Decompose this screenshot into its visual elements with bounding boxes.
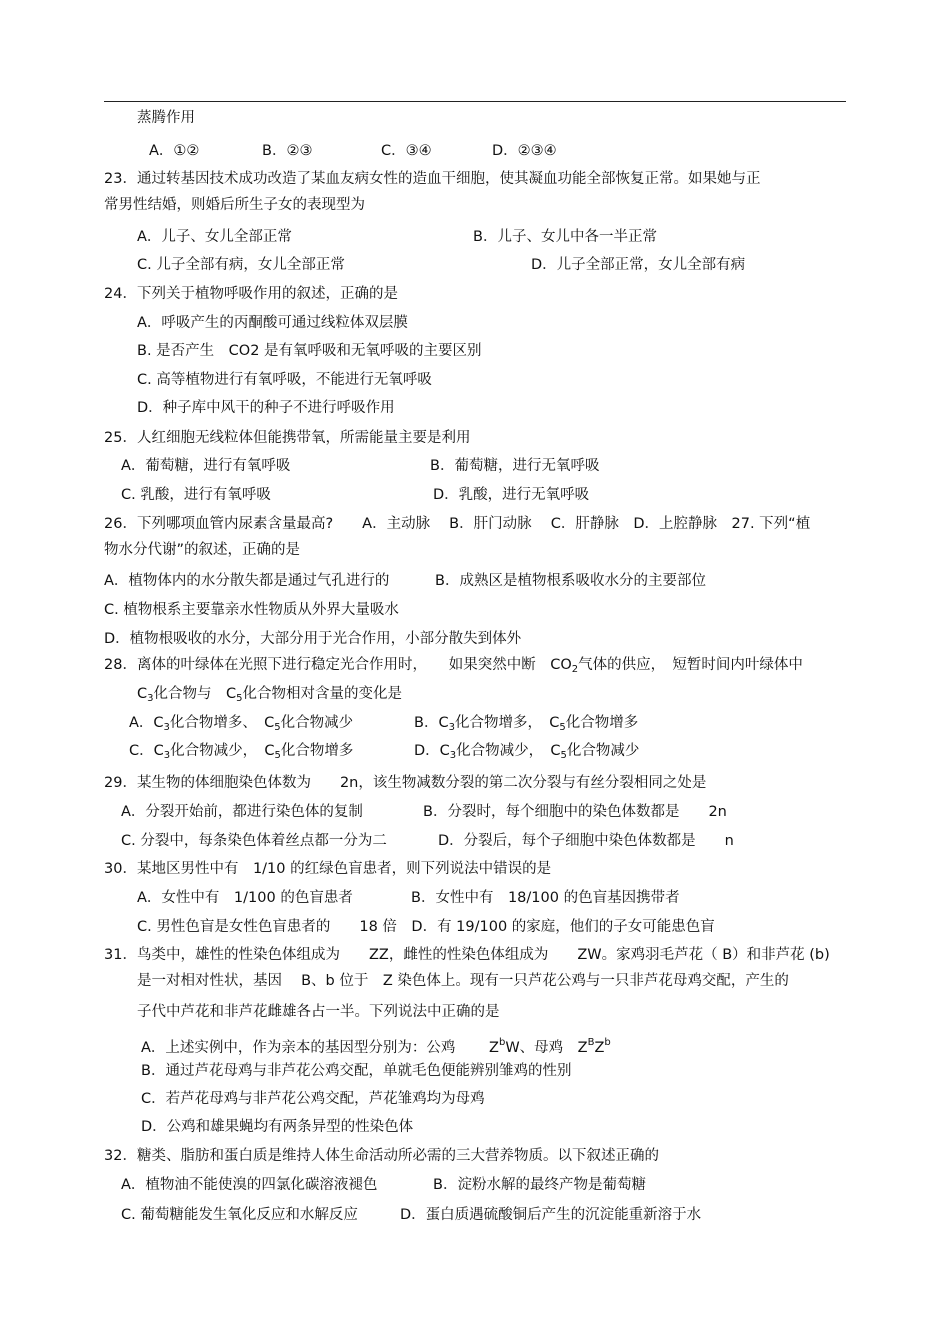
- subscript: 3: [163, 750, 171, 761]
- q28-option-b: [414, 714, 638, 737]
- q23-option-c: C. 儿子全部有病，女儿全部正常: [137, 257, 345, 273]
- q23-option-a: A．儿子、女儿全部正常: [137, 229, 292, 245]
- q28-stem: [104, 656, 803, 679]
- text: 化合物增多: [565, 715, 639, 731]
- q28-option-a: [129, 714, 353, 737]
- q24-option-a: A．呼吸产生的丙酮酸可通过线粒体双层膜: [137, 315, 408, 331]
- text: Z: [594, 1040, 605, 1056]
- subscript: 3: [449, 750, 457, 761]
- q30-option-b: B．女性中有 18/100 的色盲基因携带者: [411, 890, 680, 906]
- q29-option-b: B．分裂时，每个细胞中的染色体数都是 2n: [423, 804, 727, 820]
- text: C．C: [129, 743, 164, 759]
- q28-stem-cont: [137, 685, 402, 708]
- q28-stem-subscript: 2: [571, 664, 579, 675]
- q30-option-cd: C. 男性色盲是女性色盲患者的 18 倍 D．有 19/100 的家庭，他们的子女可能患色盲: [137, 919, 715, 935]
- subscript: 3: [448, 722, 455, 733]
- text: 化合物减少: [280, 715, 354, 731]
- q25-option-a: A．葡萄糖，进行有氧呼吸: [121, 458, 291, 474]
- header-rule: [104, 101, 846, 102]
- text: 化合物增多: [280, 743, 354, 759]
- subscript: 5: [560, 750, 567, 761]
- text: 化合物增多， C: [454, 715, 560, 731]
- q23-stem-cont: 常男性结婚，则婚后所生子女的表现型为: [104, 197, 365, 213]
- question-fragment: 蒸腾作用: [137, 110, 195, 126]
- q31-option-a: [141, 1034, 611, 1057]
- q31-stem: 31．鸟类中，雄性的性染色体组成为 ZZ，雌性的性染色体组成为 ZW。家鸡羽毛芦花（ B）和非芦花 (b): [104, 947, 830, 963]
- q29-stem: 29．某生物的体细胞染色体数为 2n，该生物减数分裂的第二次分裂与有丝分裂相同之处是: [104, 775, 707, 791]
- text: 化合物相对含量的变化是: [242, 686, 402, 702]
- q25-option-d: D．乳酸，进行无氧呼吸: [433, 487, 590, 503]
- c-label: C: [137, 686, 148, 702]
- text: 化合物减少: [566, 743, 640, 759]
- q29-option-c: C. 分裂中，每条染色体着丝点都一分为二: [121, 833, 387, 849]
- subscript: 5: [236, 693, 243, 704]
- q31-stem-cont-2: 子代中芦花和非芦花雌雄各占一半。下列说法中正确的是: [137, 1004, 500, 1020]
- q28-stem-text-a: 28．离体的叶绿体在光照下进行稳定光合作用时， 如果突然中断 CO: [104, 657, 572, 673]
- q32-option-b: B．淀粉水解的最终产物是葡萄糖: [433, 1177, 646, 1193]
- text: D．C: [414, 743, 450, 759]
- superscript: B: [587, 1037, 595, 1048]
- text: W、母鸡 Z: [505, 1040, 588, 1056]
- q25-option-b: B．葡萄糖，进行无氧呼吸: [430, 458, 600, 474]
- q32-option-a: A．植物油不能使溴的四氯化碳溶液褪色: [121, 1177, 378, 1193]
- subscript: 5: [274, 750, 281, 761]
- q24-stem: 24．下列关于植物呼吸作用的叙述，正确的是: [104, 286, 398, 302]
- q25-stem: 25．人红细胞无线粒体但能携带氧，所需能量主要是利用: [104, 430, 471, 446]
- q27-option-c: C. 植物根系主要靠亲水性物质从外界大量吸水: [104, 602, 399, 618]
- superscript: b: [604, 1037, 611, 1048]
- q31-option-b: B．通过芦花母鸡与非芦花公鸡交配，单就毛色便能辨别雏鸡的性别: [141, 1063, 572, 1079]
- q32-option-d: D．蛋白质遇硫酸铜后产生的沉淀能重新溶于水: [400, 1207, 702, 1223]
- q30-stem: 30．某地区男性中有 1/10 的红绿色盲患者，则下列说法中错误的是: [104, 861, 552, 877]
- q23-option-b: B．儿子、女儿中各一半正常: [473, 229, 657, 245]
- q24-option-c: C. 高等植物进行有氧呼吸，不能进行无氧呼吸: [137, 372, 432, 388]
- q24-option-d: D．种子库中风干的种子不进行呼吸作用: [137, 400, 395, 416]
- q31-option-d: D．公鸡和雄果蝇均有两条异型的性染色体: [141, 1119, 414, 1135]
- q23-option-d: D．儿子全部正常，女儿全部有病: [531, 257, 746, 273]
- q29-option-d: D．分裂后，每个子细胞中染色体数都是 n: [438, 833, 734, 849]
- text: 化合物增多、 C: [169, 715, 275, 731]
- text: 化合物与 C: [153, 686, 237, 702]
- superscript: b: [498, 1037, 506, 1048]
- text: B．C: [414, 715, 449, 731]
- q22-option-c: C．③④: [381, 143, 432, 159]
- q31-stem-cont-1: 是一对相对性状，基因 B、b 位于 Z 染色体上。现有一只芦花公鸡与一只非芦花母鸡交配，产生的: [137, 973, 789, 989]
- q28-option-d: [414, 742, 639, 765]
- text: A．C: [129, 715, 164, 731]
- subscript: 3: [163, 722, 170, 733]
- text: A．上述实例中，作为亲本的基因型分别为：公鸡 Z: [141, 1040, 499, 1056]
- q32-stem: 32．糖类、脂肪和蛋白质是维持人体生命活动所必需的三大营养物质。以下叙述正确的: [104, 1148, 659, 1164]
- subscript: 3: [147, 693, 154, 704]
- q32-option-c: C. 葡萄糖能发生氧化反应和水解反应: [121, 1207, 358, 1223]
- q26-q27-stem: 26．下列哪项血管内尿素含量最高? A．主动脉 B．肝门动脉 C．肝静脉 D．上腔静脉 27. 下列“植: [104, 516, 811, 532]
- q27-stem-cont: 物水分代谢”的叙述，正确的是: [104, 542, 301, 558]
- q22-option-b: B．②③: [262, 143, 313, 159]
- q31-option-c: C．若芦花母鸡与非芦花公鸡交配，芦花雏鸡均为母鸡: [141, 1091, 485, 1107]
- text: 化合物减少， C: [456, 743, 561, 759]
- q28-option-c: [129, 742, 353, 765]
- text: 化合物减少， C: [170, 743, 275, 759]
- q28-stem-text-b: 气体的供应， 短暂时间内叶绿体中: [578, 657, 803, 673]
- subscript: 5: [274, 722, 281, 733]
- q22-option-d: D．②③④: [492, 143, 557, 159]
- q27-option-b: B．成熟区是植物根系吸收水分的主要部位: [435, 573, 706, 589]
- subscript: 5: [559, 722, 566, 733]
- q30-option-a: A．女性中有 1/100 的色盲患者: [137, 890, 353, 906]
- q22-option-a: A．①②: [149, 143, 200, 159]
- q25-option-c: C. 乳酸，进行有氧呼吸: [121, 487, 271, 503]
- q23-stem: 23．通过转基因技术成功改造了某血友病女性的造血干细胞，使其凝血功能全部恢复正常。如果她与正: [104, 171, 761, 187]
- q24-option-b: B. 是否产生 CO2 是有氧呼吸和无氧呼吸的主要区别: [137, 343, 482, 359]
- q29-option-a: A．分裂开始前，都进行染色体的复制: [121, 804, 363, 820]
- q27-option-a: A．植物体内的水分散失都是通过气孔进行的: [104, 573, 390, 589]
- q27-option-d: D．植物根吸收的水分，大部分用于光合作用，小部分散失到体外: [104, 631, 522, 647]
